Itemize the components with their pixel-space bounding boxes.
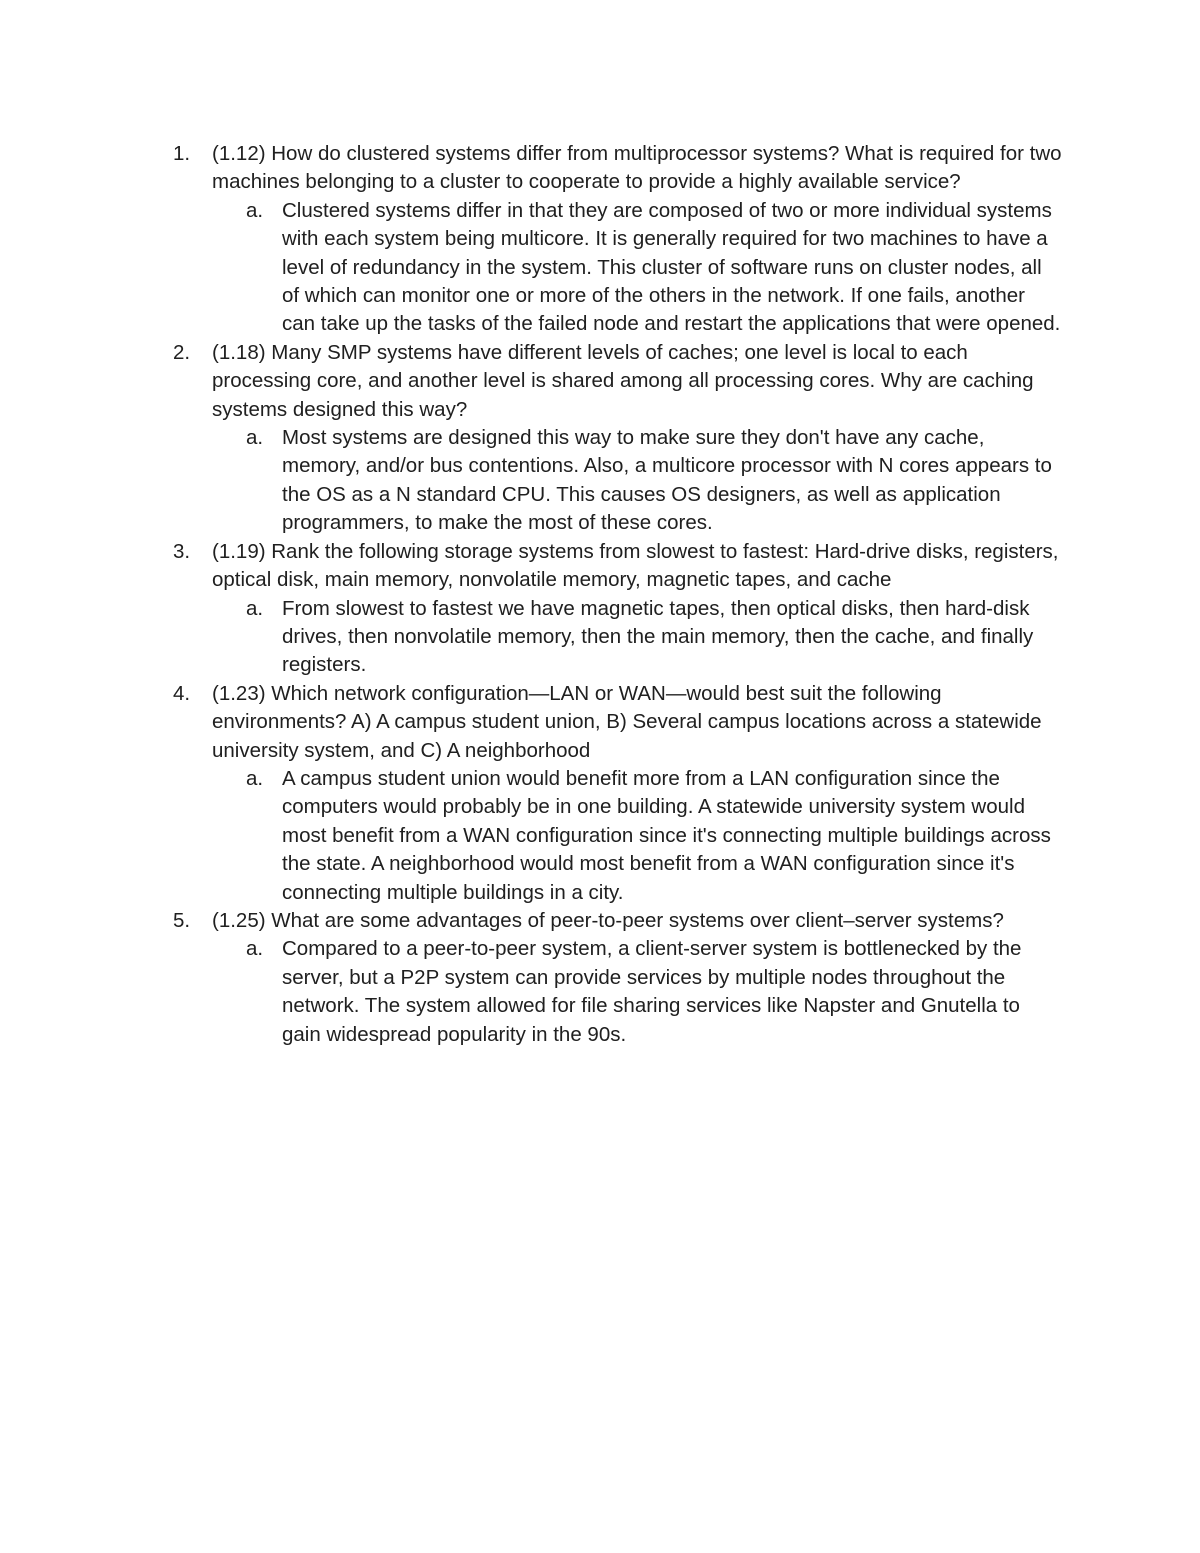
answer-item [246, 765, 1063, 907]
answer-text: Clustered systems differ in that they are composed of two or more individual systems with each system being multicore. It is generally required for two machines to have a level of redundancy in the system. This cluster of software runs on cluster nodes, all of which can monitor one or more of the others in the network. If one fails, another can take up the tasks of the failed node and restart the applications that were opened. [282, 198, 1061, 336]
question-item [173, 907, 1063, 1049]
question-number: 3. [173, 539, 191, 563]
question-text: (1.12) How do clustered systems differ from multiprocessor systems? What is required for two machines belonging to a cluster to cooperate to provide a highly available service? [212, 142, 1062, 194]
question-text: (1.18) Many SMP systems have different levels of caches; one level is local to each processing core, and another level is shared among all processing cores. Why are caching systems designed this way? [212, 340, 1034, 421]
answer-item [246, 935, 1063, 1049]
question-number: 4. [173, 681, 191, 705]
answer-text: From slowest to fastest we have magnetic tapes, then optical disks, then hard-disk drives, then nonvolatile memory, then the main memory, then the cache, and finally registers. [282, 596, 1034, 677]
question-list [173, 140, 1063, 1049]
question-item [173, 680, 1063, 907]
question-item [173, 538, 1063, 680]
answer-letter: a. [246, 937, 264, 961]
answer-item [246, 424, 1063, 538]
answer-letter: a. [246, 596, 264, 620]
question-text: (1.25) What are some advantages of peer-to-peer systems over client–server systems? [212, 908, 1004, 932]
question-number: 5. [173, 908, 191, 932]
answer-letter: a. [246, 426, 264, 450]
question-number: 1. [173, 142, 191, 165]
answer-letter: a. [246, 198, 264, 222]
question-text: (1.19) Rank the following storage systems from slowest to fastest: Hard-drive disks, registers, optical disk, main memory, nonvolatile memory, magnetic tapes, and cache [212, 539, 1059, 592]
answer-item [246, 595, 1063, 680]
question-item [173, 140, 1063, 339]
question-text: (1.23) Which network configuration—LAN or WAN—would best suit the following environments? A) A campus student union, B) Several campus locations across a statewide university system, and C) A neighborhood [212, 681, 1042, 762]
question-number: 2. [173, 340, 191, 364]
answer-letter: a. [246, 766, 264, 790]
answer-text: Compared to a peer-to-peer system, a client-server system is bottlenecked by the server, but a P2P system can provide services by multiple nodes throughout the network. The system allowed for file sharing services like Napster and Gnutella to gain widespread popularity in the 90s. [282, 937, 1022, 1046]
answer-item [246, 197, 1063, 339]
question-item [173, 339, 1063, 538]
answer-text: A campus student union would benefit more from a LAN configuration since the computers would probably be in one building. A statewide university system would most benefit from a WAN configuration since it's connecting multiple buildings across the state. A neighborhood would most benefit from a WAN configuration since it's connecting multiple buildings in a city. [282, 766, 1051, 904]
answer-text: Most systems are designed this way to make sure they don't have any cache, memory, and/or bus contentions. Also, a multicore processor with N cores appears to the OS as a N standard CPU. This causes OS designers, as well as application programmers, to make the most of these cores. [282, 426, 1052, 535]
